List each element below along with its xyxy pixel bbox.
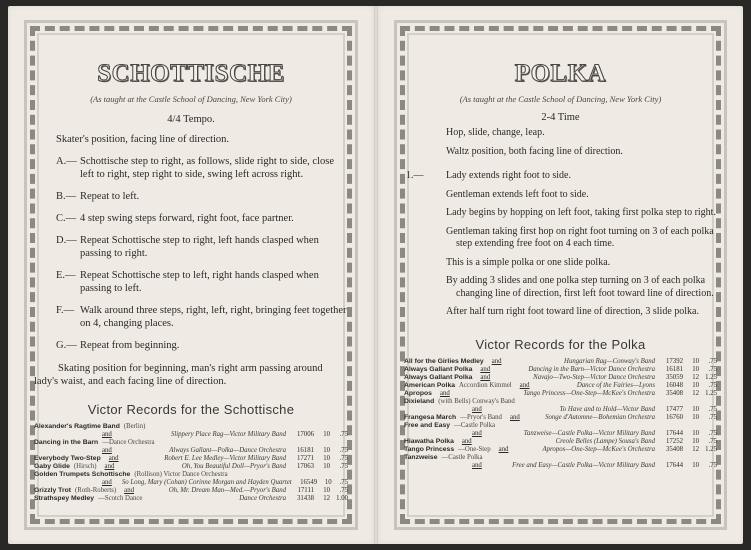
page-subtitle: (As taught at the Castle School of Dancing, New York City) <box>90 94 292 104</box>
step-label: F.— <box>56 305 75 316</box>
record-line <box>34 487 348 495</box>
tempo: 2-4 Time <box>541 112 580 123</box>
record-row <box>34 471 348 487</box>
record-flip-line <box>404 462 717 470</box>
record-row <box>404 358 717 366</box>
record-flip-side: Oh, You Beautiful Doll—Pryor's Band <box>181 463 286 470</box>
record-row <box>404 446 717 454</box>
step-item <box>34 234 348 260</box>
step-text: This is a simple polka or one slide polka. <box>446 256 611 268</box>
record-number: 17644 <box>666 429 683 437</box>
record-and: and <box>124 487 134 494</box>
record-price: .75 <box>339 431 348 438</box>
record-price: .75 <box>708 437 717 445</box>
record-price: 1.00 <box>336 495 348 502</box>
record-line <box>404 438 717 446</box>
step-text: By adding 3 slides and one polka step turning on 3 of each polka changing line of direction, first left foot toward line of direction. <box>446 275 714 299</box>
record-note: (Berlin) <box>123 423 146 430</box>
record-flip-line <box>34 479 348 487</box>
record-price: 1.25 <box>705 389 717 397</box>
step-text: Repeat to left. <box>80 191 140 202</box>
record-flip-line <box>34 447 348 455</box>
records-list <box>34 423 348 503</box>
record-title-line <box>34 439 348 447</box>
record-title: Gaby Glide <box>34 463 70 470</box>
record-and: and <box>439 389 450 397</box>
record-number: 16181 <box>297 447 314 454</box>
record-note: (with Bells) Conway's Band <box>438 397 515 405</box>
record-size: 10 <box>324 479 332 486</box>
record-line <box>404 366 717 374</box>
record-and: and <box>102 479 112 486</box>
record-line <box>404 382 717 390</box>
step-text: Gentleman taking first hop on right foot turning on 3 of each polka step extending free foot on 4 each time. <box>446 225 714 249</box>
records-title: Victor Records for the Schottische <box>87 402 295 417</box>
record-and: and <box>102 447 112 454</box>
record-size: 10 <box>692 461 699 469</box>
record-title: Grizzly Trot <box>34 487 72 494</box>
record-price: .75 <box>708 381 717 389</box>
record-flip-side: Navajo—Two-Step—Victor Dance Orchestra <box>533 373 655 381</box>
step-item <box>34 304 348 330</box>
record-size: 10 <box>323 463 330 470</box>
record-title: Frangesa March <box>404 413 457 421</box>
records-title: Victor Records for the Polka <box>475 336 646 352</box>
step-item <box>404 257 717 270</box>
record-price: .75 <box>339 479 348 486</box>
record-flip-side: Dance of the Fairies—Lyons <box>576 381 655 389</box>
record-size: 12 <box>692 373 699 381</box>
record-flip-side: Hungarian Rag—Conway's Band <box>564 357 655 365</box>
record-price: .75 <box>708 429 717 437</box>
record-flip-side: Slippery Place Rag—Victor Military Band <box>170 431 286 438</box>
record-title: Everybody Two-Step <box>34 455 101 462</box>
record-and: and <box>472 405 482 413</box>
record-title-line <box>404 422 717 430</box>
record-line <box>404 390 717 398</box>
record-line <box>34 495 348 503</box>
record-note: Accordion Kimmel <box>459 381 512 389</box>
record-size: 10 <box>323 455 330 462</box>
record-note: (Rollison) Victor Dance Orchestra <box>134 471 228 478</box>
position-text: Skater's position, facing line of direction. <box>56 134 230 145</box>
record-flip-side: So Long, Mary (Cohan) Corinne Morgan and Hayden Quartet <box>121 479 292 486</box>
step-label: C.— <box>56 213 77 224</box>
step-text: Repeat Schottische step to right, left hands clasped when passing to right. <box>80 235 319 259</box>
record-title: Golden Trumpets Schottische <box>34 471 131 478</box>
step-label: G.— <box>56 340 77 351</box>
records-list <box>404 358 717 470</box>
record-flip-side: Always Gallant—Polka—Dance Orchestra <box>169 447 286 454</box>
record-and: and <box>480 373 491 381</box>
record-line <box>404 414 717 422</box>
record-flip-line <box>404 406 717 414</box>
record-price: .75 <box>708 413 717 421</box>
closing-text: Skating position for beginning, man's right arm passing around lady's waist, and each facing line of direction. <box>34 363 323 387</box>
record-title: Tango Princess <box>404 445 455 453</box>
record-title: Tanzweise <box>404 453 438 461</box>
record-title: Always Gallant Polka <box>404 365 473 373</box>
record-number: 16048 <box>666 381 683 389</box>
record-size: 10 <box>323 487 330 494</box>
record-size: 10 <box>692 365 699 373</box>
record-title: Dancing in the Barn <box>34 439 99 446</box>
record-size: 10 <box>692 437 699 445</box>
record-row <box>404 390 717 398</box>
step-text: Repeat Schottische step to left, right hands clasped when passing to left. <box>80 270 319 294</box>
record-price: .75 <box>339 455 348 462</box>
record-row <box>34 423 348 439</box>
step-item <box>34 155 348 181</box>
record-flip-line <box>404 430 717 438</box>
record-flip-line <box>34 431 348 439</box>
record-title: Free and Easy <box>404 421 451 429</box>
record-price: .75 <box>708 365 717 373</box>
record-number: 35059 <box>666 373 683 381</box>
step-text: Lady extends right foot to side. <box>446 170 571 181</box>
record-price: .75 <box>339 447 348 454</box>
step-item <box>404 170 717 183</box>
record-title-line <box>404 398 717 406</box>
page-title: SCHOTTISCHE <box>97 60 285 87</box>
record-title-line <box>404 454 717 462</box>
record-price: .75 <box>339 463 348 470</box>
record-flip-side: Creole Belles (Lampe) Sousa's Band <box>555 437 655 445</box>
step-item <box>34 269 348 295</box>
record-size: 12 <box>323 495 330 502</box>
step-label: A.— <box>56 156 77 167</box>
step-item <box>34 190 348 203</box>
record-price: .75 <box>708 357 717 365</box>
record-and: and <box>491 357 502 365</box>
record-note: —Pryor's Band <box>460 413 502 421</box>
step-item <box>34 212 348 225</box>
record-line <box>404 358 717 366</box>
record-title: American Polka <box>404 381 455 389</box>
record-row <box>404 422 717 438</box>
record-title: Strathspey Medley <box>34 495 95 502</box>
record-size: 10 <box>692 357 699 365</box>
record-number: 17111 <box>297 487 314 494</box>
tempo: 4/4 Tempo. <box>167 114 215 125</box>
record-row <box>34 463 348 471</box>
page-title: POLKA <box>514 60 607 87</box>
record-number: 17063 <box>297 463 314 470</box>
step-item <box>404 306 717 319</box>
record-number: 17252 <box>666 437 683 445</box>
record-title-line <box>34 423 348 431</box>
record-number: 35408 <box>666 389 683 397</box>
record-number: 17644 <box>666 461 683 469</box>
intro-line: Waltz position, both facing line of direction. <box>446 145 623 157</box>
record-number: 16760 <box>666 413 683 421</box>
step-text: Lady begins by hopping on left foot, taking first polka step to right. <box>446 207 716 218</box>
record-title: Alexander's Ragtime Band <box>34 423 120 430</box>
record-row <box>34 487 348 495</box>
record-and: and <box>472 429 482 437</box>
record-and: and <box>461 437 472 445</box>
page-right-polka <box>378 6 743 544</box>
record-number: 17477 <box>666 405 683 413</box>
step-item <box>404 226 717 251</box>
record-number: 17271 <box>297 455 314 462</box>
record-flip-side: Dancing in the Barn—Victor Dance Orchestra <box>528 365 655 373</box>
record-line <box>34 463 348 471</box>
record-size: 12 <box>692 389 699 397</box>
page-content <box>34 32 348 520</box>
record-row <box>404 382 717 390</box>
step-label: E.— <box>56 270 76 281</box>
record-flip-side: Apropos—One-Step—McKee's Orchestra <box>542 445 655 453</box>
record-note: —Dance Orchestra <box>102 439 155 446</box>
record-size: 10 <box>692 429 699 437</box>
step-list <box>34 155 348 352</box>
record-note: (Hirsch) <box>73 463 97 470</box>
record-size: 10 <box>692 381 699 389</box>
record-row <box>404 454 717 470</box>
record-title: All for the Girlies Medley <box>404 357 484 365</box>
record-number: 16181 <box>666 365 683 373</box>
step-text: 4 step swing steps forward, right foot, face partner. <box>80 213 294 224</box>
record-and: and <box>102 431 112 438</box>
record-flip-side: Robert E. Lee Medley—Victor Military Band <box>164 455 286 462</box>
record-row <box>34 439 348 455</box>
record-and: and <box>472 461 482 469</box>
record-size: 12 <box>692 445 699 453</box>
record-number: 17392 <box>666 357 683 365</box>
page-left-schottische <box>8 6 374 544</box>
record-flip-side: Tango Princess—One-Step—McKee's Orchestra <box>523 389 655 397</box>
record-note: —One-Step <box>458 445 491 453</box>
record-row <box>404 438 717 446</box>
record-number: 16549 <box>300 479 318 486</box>
record-and: and <box>104 463 115 470</box>
step-item <box>404 207 717 220</box>
record-flip-side: Songe d'Automne—Bohemian Orchestra <box>545 413 655 421</box>
page-subtitle: (As taught at the Castle School of Dancing, New York City) <box>459 94 662 104</box>
record-price: 1.25 <box>705 373 717 381</box>
step-text: After half turn right foot toward line of direction, 3 slide polka. <box>446 306 699 317</box>
record-and: and <box>498 445 509 453</box>
record-row <box>404 398 717 414</box>
record-number: 35408 <box>666 445 683 453</box>
step-text: Repeat from beginning. <box>80 340 180 351</box>
step-item <box>34 339 348 352</box>
record-and: and <box>480 365 491 373</box>
step-number: 1.— <box>406 170 424 181</box>
record-title-line <box>34 471 348 479</box>
step-text: Walk around three steps, right, left, right, bringing feet together on 4, changing places. <box>80 305 347 329</box>
record-row <box>34 455 348 463</box>
record-size: 10 <box>692 405 699 413</box>
record-flip-side: Dance Orchestra <box>239 495 286 502</box>
record-note: (Roth-Roberts) <box>75 487 117 494</box>
record-row <box>404 414 717 422</box>
record-size: 10 <box>323 447 330 454</box>
record-and: and <box>509 413 520 421</box>
intro-line: Hop, slide, change, leap. <box>446 127 545 138</box>
step-label: D.— <box>56 235 77 246</box>
step-item <box>404 189 717 202</box>
record-size: 10 <box>323 431 330 438</box>
record-and: and <box>519 381 530 389</box>
record-flip-side: Free and Easy—Castle Polka—Victor Military Band <box>512 461 655 469</box>
record-number: 31438 <box>297 495 314 502</box>
step-text: Gentleman extends left foot to side. <box>446 188 589 200</box>
record-line <box>34 455 348 463</box>
record-title: Always Gallant Polka <box>404 373 473 381</box>
record-price: .75 <box>708 405 717 413</box>
record-note: —Castle Polka <box>454 421 496 429</box>
record-note: —Castle Polka <box>441 453 483 461</box>
record-flip-side: Tanzweise—Castle Polka—Victor Military Band <box>523 429 655 437</box>
record-flip-side: Oh, Mr. Dream Man—Med.—Pryor's Band <box>168 487 286 494</box>
record-and: and <box>108 455 119 462</box>
record-price: .75 <box>708 461 717 469</box>
record-title: Hiawatha Polka <box>404 437 454 445</box>
step-label: B.— <box>56 191 77 202</box>
record-number: 17006 <box>297 431 314 438</box>
record-row <box>404 374 717 382</box>
step-list <box>404 170 717 319</box>
record-flip-side: To Have and to Hold—Victor Band <box>559 405 655 413</box>
record-size: 10 <box>692 413 699 421</box>
record-row <box>404 366 717 374</box>
record-note: —Scotch Dance <box>98 495 143 502</box>
record-title: Dixieland <box>404 397 435 405</box>
record-title: Apropos <box>404 389 432 397</box>
record-line <box>404 446 717 454</box>
page-content <box>404 32 717 520</box>
record-line <box>404 374 717 382</box>
record-price: .75 <box>339 487 348 494</box>
record-row <box>34 495 348 503</box>
step-item <box>404 275 717 300</box>
record-price: 1.25 <box>705 445 717 453</box>
step-text: Schottische step to right, as follows, slide right to side, close left to right, step right to side, swing left across right. <box>80 156 335 180</box>
